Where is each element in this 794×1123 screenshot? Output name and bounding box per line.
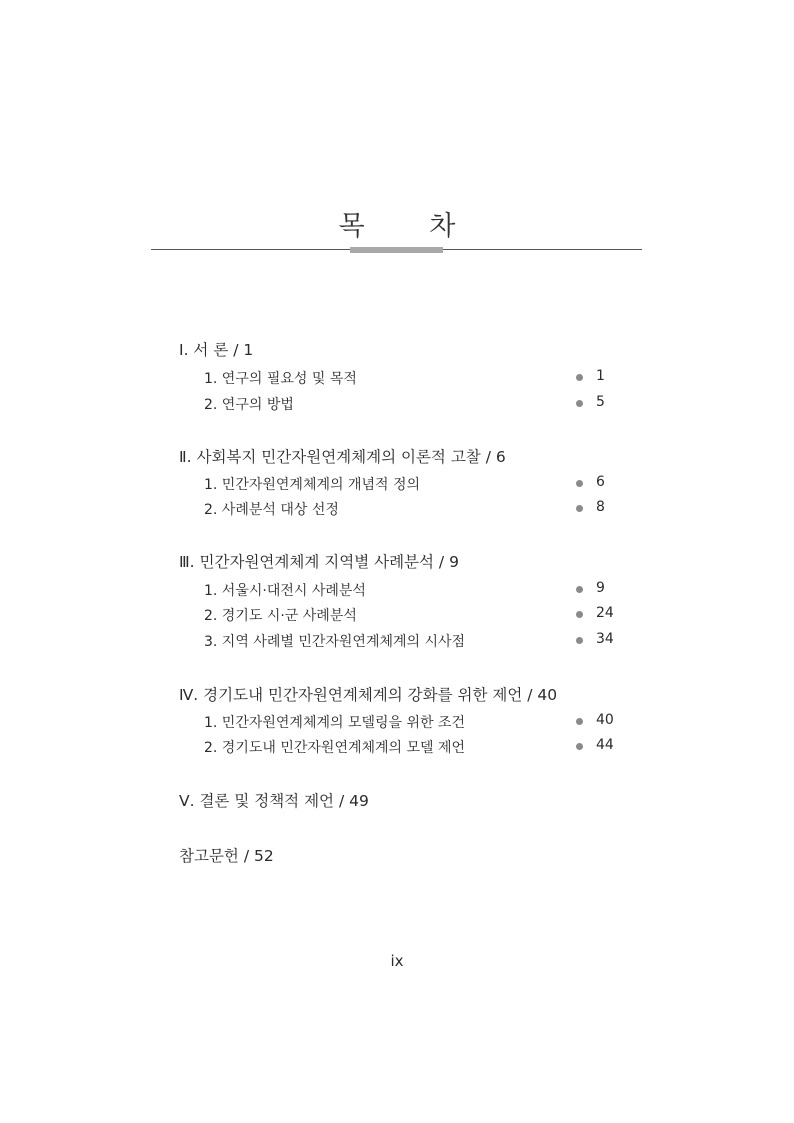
toc-item[interactable] [204,368,614,388]
toc-item-page: 44 [596,737,614,753]
page-title: 목 차 [338,211,484,242]
toc-item-page: 1 [596,368,605,384]
toc-item-page: 24 [596,605,614,621]
page-number: ix [390,952,404,970]
toc-item[interactable] [204,499,614,519]
toc-item-page: 6 [596,474,605,490]
toc-item-page: 9 [596,580,605,596]
toc-item[interactable] [204,737,614,757]
toc-item-label: 1. 연구의 필요성 및 목적 [204,371,357,387]
toc-chapter-5[interactable]: Ⅴ. 결론 및 정책적 제언 / 49 [179,792,369,810]
toc-item-label: 2. 사례분석 대상 선정 [204,502,339,518]
bullet-icon [576,505,583,512]
toc-item-label: 1. 민간자원연계체계의 개념적 정의 [204,477,421,493]
bullet-icon [576,400,583,407]
toc-chapter-2[interactable]: Ⅱ. 사회복지 민간자원연계체계의 이론적 고찰 / 6 [179,448,506,466]
toc-item-page: 40 [596,712,614,728]
bullet-icon [576,586,583,593]
toc-chapter-3[interactable]: Ⅲ. 민간자원연계체계 지역별 사례분석 / 9 [179,553,459,571]
toc-item-label: 1. 민간자원연계체계의 모델링을 위한 조건 [204,715,466,731]
toc-item-page: 34 [596,631,614,647]
bullet-icon [576,611,583,618]
toc-chapter-1[interactable]: Ⅰ. 서 론 / 1 [179,341,254,359]
toc-item-label: 2. 경기도내 민간자원연계체계의 모델 제언 [204,740,466,756]
toc-item-page: 5 [596,394,605,410]
toc-item-label: 1. 서울시·대전시 사례분석 [204,583,366,599]
toc-item-label: 3. 지역 사례별 민간자원연계체계의 시사점 [204,634,466,650]
toc-item-page: 8 [596,499,605,515]
toc-item[interactable] [204,605,614,625]
bullet-icon [576,374,583,381]
toc-item[interactable] [204,580,614,600]
bullet-icon [576,480,583,487]
bullet-icon [576,637,583,644]
toc-item[interactable] [204,631,614,651]
toc-item[interactable] [204,394,614,414]
toc-item[interactable] [204,712,614,732]
toc-item-label: 2. 경기도 시·군 사례분석 [204,608,357,624]
bullet-icon [576,743,583,750]
toc-references[interactable]: 참고문헌 / 52 [179,847,274,865]
toc-chapter-4[interactable]: Ⅳ. 경기도내 민간자원연계체계의 강화를 위한 제언 / 40 [179,686,558,704]
toc-item[interactable] [204,474,614,494]
toc-item-label: 2. 연구의 방법 [204,397,294,413]
bullet-icon [576,718,583,725]
